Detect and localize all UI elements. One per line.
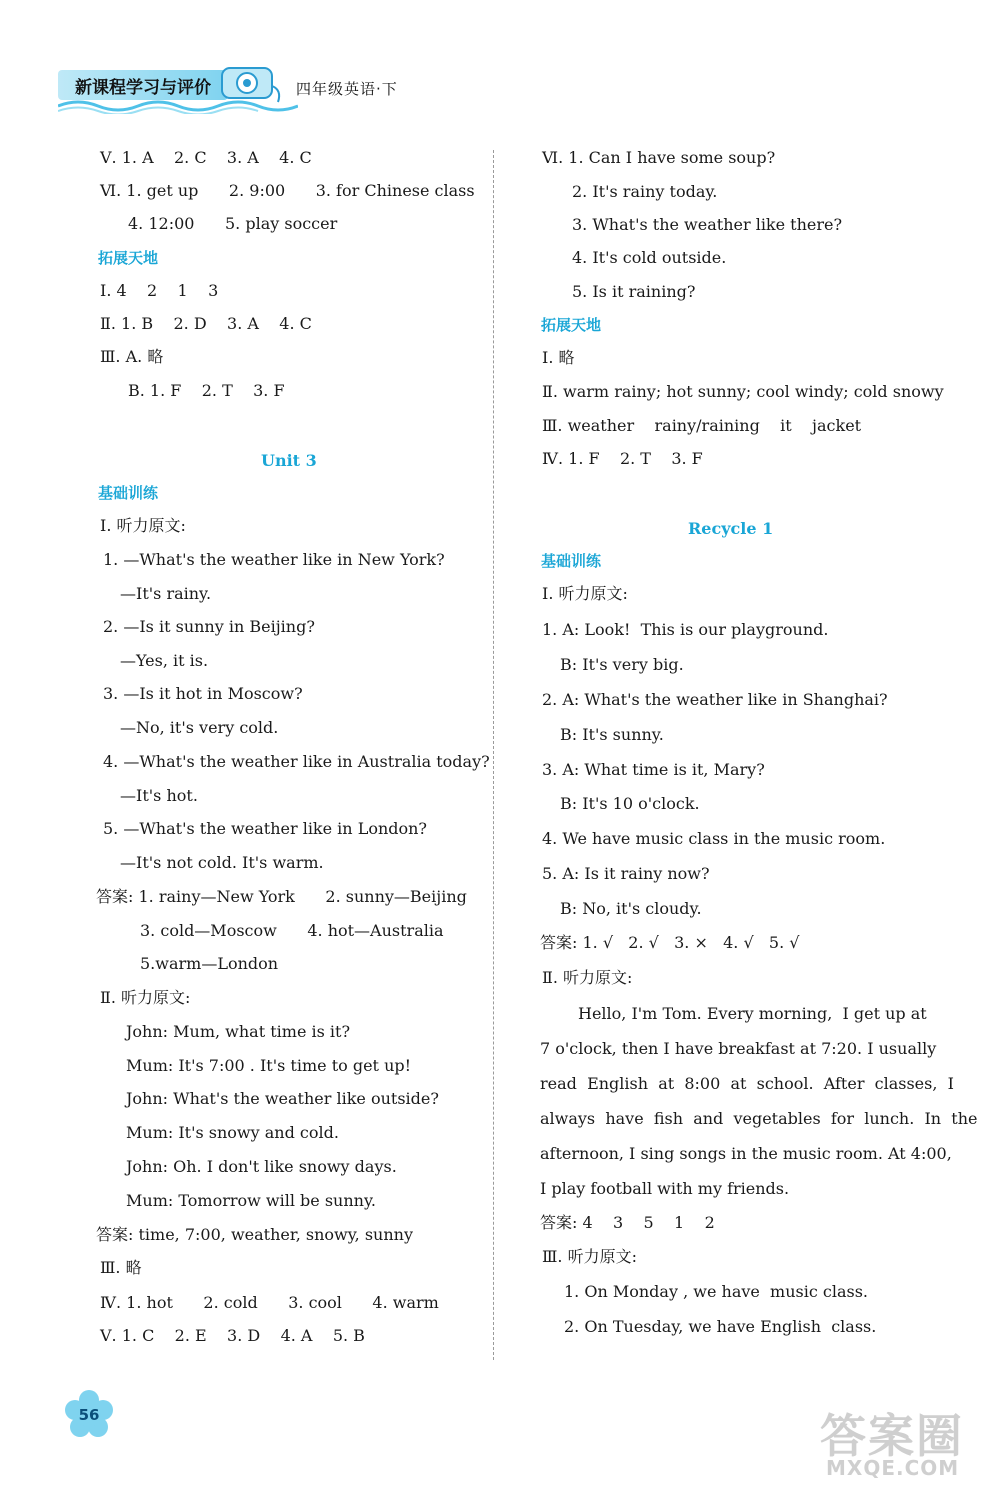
watermark-url: MXQE.COM (826, 1456, 960, 1480)
answer-line: Mum: Tomorrow will be sunny. (126, 1191, 376, 1210)
answer-line: 2. On Tuesday, we have English class. (564, 1317, 877, 1336)
answer-line: —No, it's very cold. (120, 718, 279, 737)
answer-line: 5. Is it raining? (572, 282, 696, 301)
series-title (58, 70, 228, 100)
answer-line: 5.warm—London (140, 954, 279, 973)
camera-icon (216, 58, 286, 108)
answer-line: Ⅵ. 1. get up 2. 9:00 3. for Chinese class (100, 181, 475, 200)
answer-line: 2. —Is it sunny in Beijing? (103, 617, 315, 636)
answer-line: Ⅱ. 听力原文: (542, 968, 633, 987)
answer-line: read English at 8:00 at school. After classes, I (540, 1074, 954, 1093)
answer-line: Ⅰ. 听力原文: (542, 584, 628, 603)
watermark (820, 1400, 980, 1480)
answer-line: Ⅲ. 略 (100, 1258, 142, 1277)
book-subject: 四年级英语·下 (296, 80, 398, 98)
answer-line: 3. What's the weather like there? (572, 215, 843, 234)
answer-line: 答案: 1. rainy—New York 2. sunny—Beijing (96, 887, 467, 906)
answer-line: Ⅲ. A. 略 (100, 347, 164, 366)
answer-line: 1. On Monday , we have music class. (564, 1282, 869, 1301)
answer-line: Ⅴ. 1. A 2. C 3. A 4. C (100, 148, 312, 167)
answer-line: 2. It's rainy today. (572, 182, 718, 201)
series-title-text: 新课程学习与评价 (75, 77, 211, 98)
answer-line: Ⅳ. 1. hot 2. cold 3. cool 4. warm (100, 1293, 439, 1312)
answer-line: John: What's the weather like outside? (126, 1089, 439, 1108)
answer-line: always have fish and vegetables for lunch. In the (540, 1109, 978, 1128)
answer-line: I play football with my friends. (540, 1179, 790, 1198)
page-number: 56 (78, 1406, 100, 1424)
section-heading: 基础训练 (98, 484, 159, 502)
answer-line: —It's hot. (120, 786, 198, 805)
answer-line: 5. A: Is it rainy now? (542, 864, 710, 883)
answer-line: Mum: It's 7:00 . It's time to get up! (126, 1056, 412, 1075)
answer-line: Ⅲ. 听力原文: (542, 1247, 637, 1266)
answer-line: Ⅱ. 1. B 2. D 3. A 4. C (100, 314, 312, 333)
unit-title: Recycle 1 (688, 519, 774, 538)
answer-line: Mum: It's snowy and cold. (126, 1123, 339, 1142)
answer-line: afternoon, I sing songs in the music room. At 4:00, (540, 1144, 952, 1163)
answer-line: Ⅴ. 1. C 2. E 3. D 4. A 5. B (100, 1326, 365, 1345)
answer-line: Ⅱ. warm rainy; hot sunny; cool windy; cold snowy (542, 382, 944, 401)
answer-line: 3. A: What time is it, Mary? (542, 760, 765, 779)
answer-line: B: It's sunny. (560, 725, 664, 744)
answer-line: 3. cold—Moscow 4. hot—Australia (140, 921, 444, 940)
answer-line: B: No, it's cloudy. (560, 899, 702, 918)
answer-line: —Yes, it is. (120, 651, 209, 670)
answer-line: Hello, I'm Tom. Every morning, I get up at (578, 1004, 927, 1023)
answer-line: 4. 12:00 5. play soccer (128, 214, 338, 233)
answer-line: Ⅵ. 1. Can I have some soup? (542, 148, 776, 167)
answer-line: 5. —What's the weather like in London? (103, 819, 428, 838)
answer-line: 4. It's cold outside. (572, 248, 727, 267)
answer-line: Ⅰ. 听力原文: (100, 516, 186, 535)
answer-line: —It's rainy. (120, 584, 212, 603)
column-divider (493, 150, 494, 1360)
answer-line: 4. We have music class in the music room. (542, 829, 886, 848)
answer-line: 答案: time, 7:00, weather, snowy, sunny (96, 1225, 414, 1244)
answer-line: B. 1. F 2. T 3. F (128, 381, 285, 400)
answer-line: Ⅱ. 听力原文: (100, 988, 191, 1007)
section-heading: 拓展天地 (98, 249, 159, 267)
answer-line: 答案: 1. √ 2. √ 3. × 4. √ 5. √ (540, 933, 800, 952)
answer-line: 2. A: What's the weather like in Shanghai? (542, 690, 888, 709)
answer-line: 答案: 4 3 5 1 2 (540, 1213, 715, 1232)
answer-line: 1. —What's the weather like in New York? (103, 550, 445, 569)
answer-line: 1. A: Look! This is our playground. (542, 620, 829, 639)
answer-line: John: Oh. I don't like snowy days. (126, 1157, 397, 1176)
page-header (58, 56, 478, 116)
answer-line: Ⅳ. 1. F 2. T 3. F (542, 449, 703, 468)
answer-line: 7 o'clock, then I have breakfast at 7:20. I usually (540, 1039, 937, 1058)
answer-line: B: It's 10 o'clock. (560, 794, 700, 813)
answer-line: 4. —What's the weather like in Australia today? (103, 752, 490, 771)
answer-line: Ⅰ. 略 (542, 348, 575, 367)
section-heading: 拓展天地 (541, 316, 602, 334)
unit-title: Unit 3 (261, 451, 317, 470)
answer-line: B: It's very big. (560, 655, 684, 674)
watermark-logo: 答案圈 (820, 1409, 964, 1463)
answer-line: 3. —Is it hot in Moscow? (103, 684, 303, 703)
answer-line: Ⅲ. weather rainy/raining it jacket (542, 416, 862, 435)
answer-line: —It's not cold. It's warm. (120, 853, 324, 872)
answer-line: Ⅰ. 4 2 1 3 (100, 281, 219, 300)
answer-line: John: Mum, what time is it? (126, 1022, 351, 1041)
section-heading: 基础训练 (541, 552, 602, 570)
